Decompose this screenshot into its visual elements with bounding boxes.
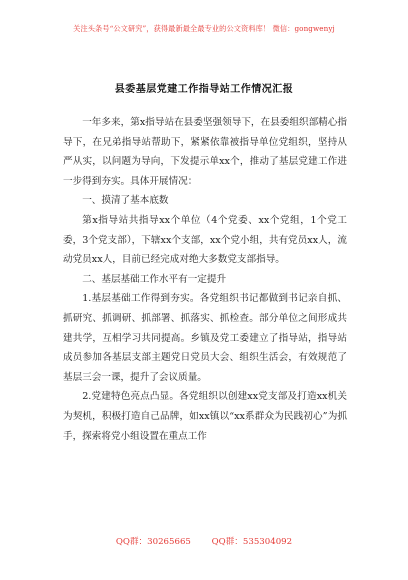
section-heading-2: 二、基层基础工作水平有一定提升 [82, 273, 227, 285]
header-note: 关注头条号“公文研究”，获得最新最全最专业的公文资料库！ 微信：gongwenyj [73, 24, 335, 33]
section-heading-1: 一、摸清了基本底数 [82, 195, 169, 207]
footer-note [0, 535, 408, 547]
qq-group-2: QQ群：535304092 [211, 537, 293, 547]
qq-group-1: QQ群：30265665 [115, 537, 191, 547]
paragraph-intro: 一年多来，第x指导站在县委坚强领导下，在县委组织部精心指导下，在兄弟指导站帮助下，紧紧依靠被指导单位党组织，坚持从严从实，以问题为导向，下发提示单xx个，推动了基层党建工作进一步得到夯实。具体开展情况： [63, 117, 347, 187]
document-body [63, 113, 347, 446]
paragraph-item-1: 1.基层基础工作得到夯实。各党组织书记都做到书记亲自抓、抓研究、抓调研、抓部署、抓落实、抓检查。部分单位之间形成共建共学，互相学习共同提高。乡镇及党工委建立了指导站，指导站成员参加各基层支部主题党日党员大会、组织生活会，有效规范了基层三会一课，提升了会议质量。 [63, 293, 347, 383]
document-title: 县委基层党建工作指导站工作情况汇报 [114, 84, 294, 95]
paragraph-item-2: 2.党建特色亮点凸显。各党组织以创建xx党支部及打造xx机关为契机，积极打造自己品牌，如xx镇以“xx系群众为民践初心”为抓手，探索将党小组设置在重点工作 [63, 391, 347, 442]
paragraph-section-1: 第x指导站共指导xx个单位（4个党委、xx个党组，1个党工委，3个党支部），下辖xx个支部，xx个党小组，共有党员xx人，流动党员xx人，目前已经完成对绝大多数党支部指导。 [63, 214, 347, 266]
